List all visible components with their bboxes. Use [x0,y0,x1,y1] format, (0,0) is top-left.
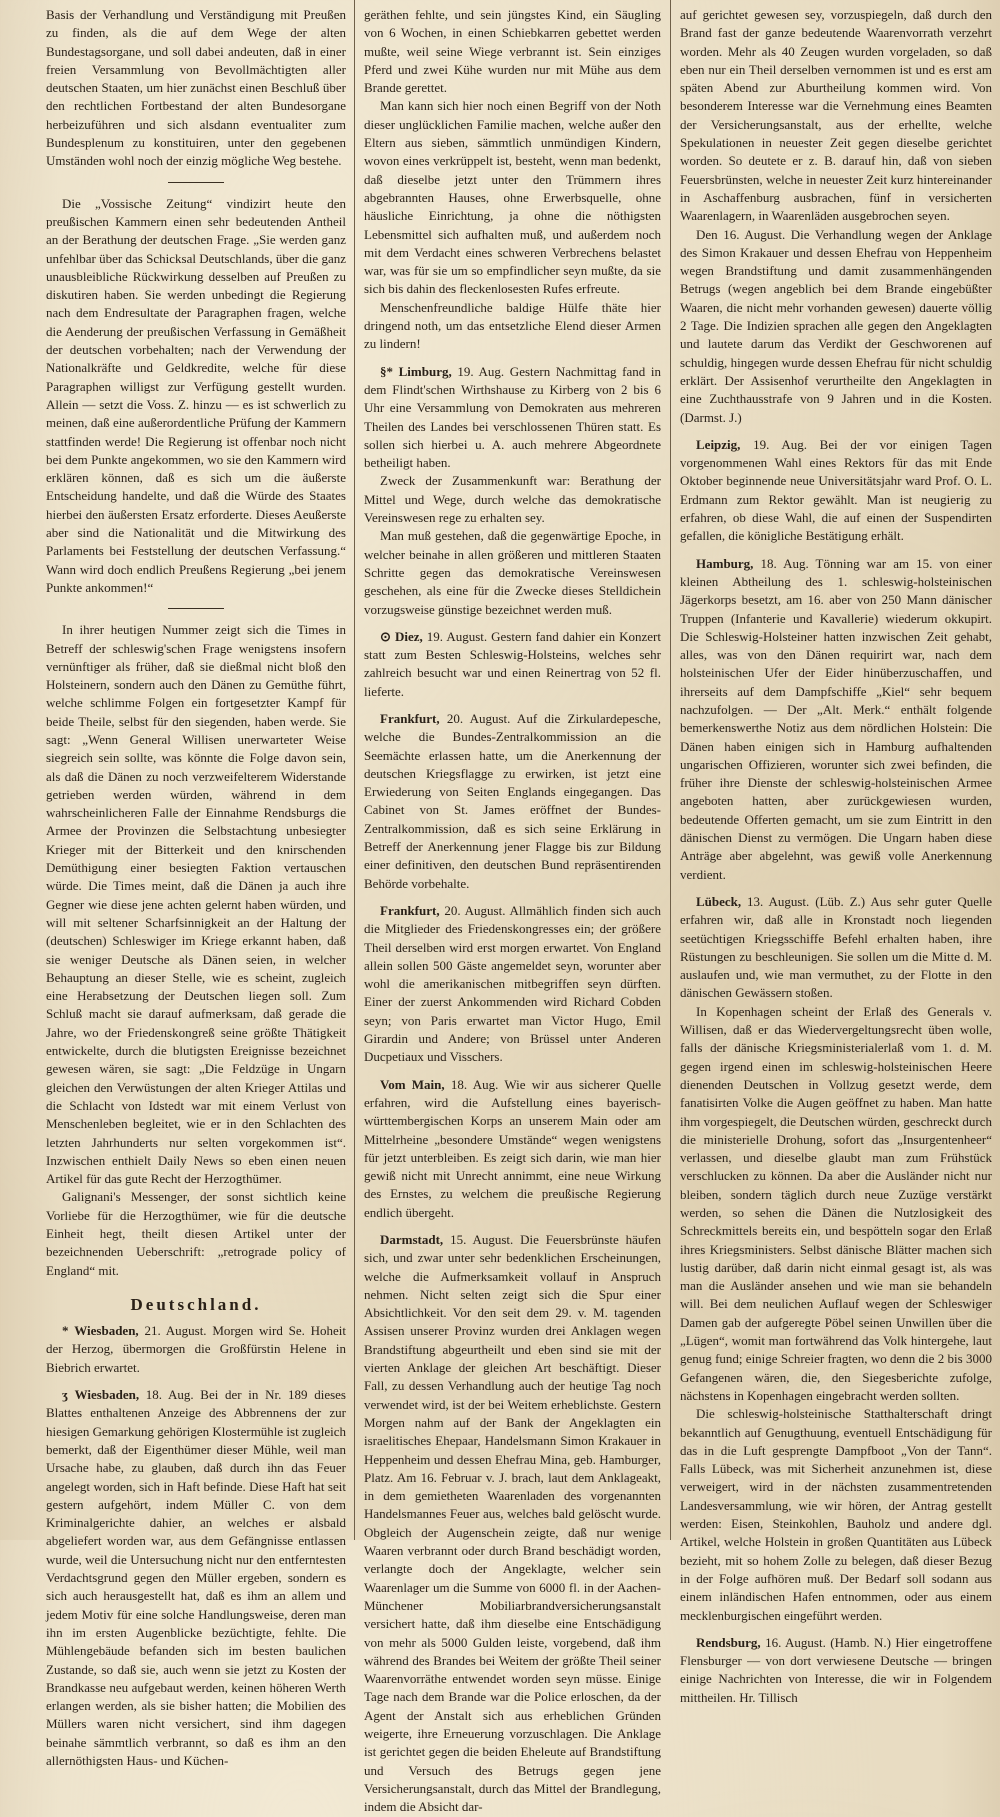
dateline: Vom Main, [380,1076,445,1092]
column-right [680,6,992,1705]
article [46,1322,346,1377]
separator-rule [168,608,224,609]
dateline: Wiesbaden, [74,1387,140,1403]
dateline: Leipzig, [696,436,741,452]
article-mark: ⊙ [380,628,391,644]
column-left [46,6,347,1769]
article [46,1386,346,1770]
article [680,893,992,1003]
dateline: Lübeck, [696,893,742,909]
paragraph: geräthen fehlte, und sein jüngstes Kind, ein Säugling von 6 Wochen, in einen Schiebkarren gebettet werden mußte, weil seine Wiege verbrannt ist. Sein einziges Pferd und zwei Kühe wurden nur mit Mühe aus dem Brande gerettet. [364,7,661,96]
article-text: 21. August. Morgen wird Se. Hoheit der Herzog, übermorgen die Großfürstin Helene in Biebrich erwartet. [46,1323,346,1375]
article [680,436,992,546]
article [680,555,992,884]
article-text: 18. Aug. Tönning war am 15. von einer kleinen Abtheilung des 1. schleswig-holsteinischen Jägerkorps besetzt, am 16. aber von 250 Mann dänischer Truppen (Infanterie und Kavallerie) wiederum okkupirt. Die Schleswig-Holsteiner hatten inzwischen Zeit gehabt, alles, was von den Dänen requirirt war, nach dem holsteinischen Ufer der Eider hinüberzuschaffen, und ihrerseits auf dem Dampfschiffe „Kiel“ sehr bequem nachzufolgen. — Der „Alt. Merk.“ enthält folgende bemerkenswerthe Notiz aus dem nördlichen Holstein: Die Dänen haben einigen sich in Hamburg aufhaltenden ungarischen Offizieren, worunter sich zwei befinden, die früher ihre Dienste der schleswig-holsteinischen Armee angeboten hatten, aber zurückgewiesen wurden, bedeutende Offerten gemacht, um sie zum Eintritt in den dänischen Dienst zu vermögen. Die Ungarn haben diese Anträge aber abgelehnt, was gewiß volle Anerkennung verdient. [680,555,992,882]
paragraph: Die „Vossische Zeitung“ vindizirt heute den preußischen Kammern einen sehr bedeutenden Antheil an der Berathung der deutschen Frage. „Sie werden ganz unfehlbar über das Schicksal Deutschlands, über die ganz unausbleibliche Rückwirkung desselben auf Preußen zu diskutiren haben. Sie werden unbedingt die Regierung nach dem Endresultate der Paragraphen fragen, welche die Aenderung der preußischen Verfassung in Gemäßheit der deutschen vorbehalten; nach der Verwendung der Nationalkräfte und Geldkredite, welche für diese Paragraphen willigst zur Verfügung gestellt wurden. Allein — setzt die Voss. Z. hinzu — es ist schwerlich zu meinen, daß eine außerordentliche Prüfung der Kammern stattfinden werde! Die Regierung ist offenbar noch nicht bei dem Punkte angekommen, wo sie den Kammern wird erklären können, daß es sich um die äußerste Entscheidung handelte, und daß die Würde des Staates hierbei den äußersten Ersatz erforderte. Dieses Aeußerste aber sind die Nationalität und die Mitwirkung des Parlaments bei Feststellung der deutschen Verfassung.“ Wann wird doch endlich Preußens Regierung „bei jenem Punkte ankommen!“ [46,195,346,595]
article [364,363,661,473]
paragraph: Zweck der Zusammenkunft war: Berathung der Mittel und Wege, durch welche das demokratische Vereinswesen rege zu erhalten sey. [364,473,661,526]
article-text: 19. August. Gestern fand dahier ein Konzert statt zum Besten Schleswig-Holsteins, welches sehr zahlreich besucht war und einen Reinertrag von 52 fl. lieferte. [364,628,661,699]
column-middle [364,6,661,1815]
article-text: 13. August. (Lüb. Z.) Aus sehr guter Quelle erfahren wir, daß alle in Kronstadt noch liegenden seetüchtigen Kriegsschiffe Befehl erhalten haben, ihre Rüstungen zu beschleunigen. Sie sollen um die Mitte d. M. auslaufen und, wie man vermuthet, zu der Flotte in den dänischen Gewässern stoßen. [680,893,992,1001]
paragraph: Man muß gestehen, daß die gegenwärtige Epoche, in welcher beinahe in allen größeren und mittleren Staaten Schritte gegen das demokratische Vereinswesen geschehen, als eine für die Zwecke dieses Stelldichein vorzugsweise günstige bezeichnet werden muß. [364,528,661,617]
article [364,628,661,701]
dateline: Hamburg, [696,555,754,571]
dateline: Limburg, [398,363,452,379]
dateline: Diez, [394,628,423,644]
article-text: 19. Aug. Gestern Nachmittag fand in dem Flindt'schen Wirthshause zu Kirberg von 2 bis 6 Uhr eine Versammlung von Demokraten aus mehreren Theilen des Landes bei verschlossenen Thüren statt. Es sollen sich hierbei u. A. auch mehrere Abgeordnete betheiligt haben. [364,363,661,471]
paragraph: Die schleswig-holsteinische Statthalterschaft dringt bekanntlich auf Genugthuung, eventuell Entschädigung für das in die Luft gesprengte Dampfboot „Von der Tann“. Falls Lübeck, was mit Sicherheit anzunehmen ist, diese verweigert, wird in der nächsten zusammentretenden Landesversammlung, wie wir hören, der Antrag gestellt werden: Eisen, Steinkohlen, Bauholz und andere dgl. Artikel, welche Holstein in großen Quantitäten aus Lübeck bezieht, mit so hohem Zolle zu belegen, daß dieser Bezug in der Folge aufhören muß. Der Bedarf soll sodann aus einem inländischen Hafen entnommen, oder aus einem mecklenburgischen eingeführt werden. [680,1406,992,1623]
article-text: 18. Aug. Bei der in Nr. 189 dieses Blattes enthaltenen Anzeige des Abbrennens der zur hiesigen Gemarkung gehörigen Klostermühle ist zugleich bemerkt, daß der Eigenthümer dieser Mühle, weil man Ursache habe, zu glauben, daß durch ihn das Feuer angelegt worden, sich in Haft befinde. Diese Haft hat seit gestern aufgehört, indem Müller C. von dem Kriminalgerichte dahier, an welches er alsbald abgeliefert worden war, aus dem Gefängnisse entlassen wurde, weil die Untersuchung nicht nur den entferntesten Verdachtsgrund gegen den Müller ergeben, sondern es sich auch herausgestellt hat, daß es ihm an allem und jedem Motiv für eine solche Handlungsweise, deren man ihn im ersten Augenblicke bezüchtigte, fehlte. Die Mühlengebäude befanden sich im besten baulichen Zustande, so daß sie, auch wenn sie jetzt zu Kosten der Brandkasse neu aufgebaut werden, keinen höheren Werth erlangen werden, als sie bisher hatten; die Mobilien des Müllers waren nicht versichert, sind ihm dagegen beinahe sämmtlich verbrannt, so daß es ihm an den allernöthigsten Haus- und Küchen- [46,1387,347,1769]
article-text: 20. August. Auf die Zirkulardepesche, welche die Bundes-Zentralkommission an die Seemächte erlassen hatte, um die Anerkennung der deutschen Kriegsflagge zu erwirken, ist jetzt eine Erwiederung von Seiten Englands eingegangen. Das Cabinet von St. James eröffnet der Bundes-Zentralkommission, daß es sich seine Erklärung in Betreff der Anerkennung jener Flagge bis zur Bildung einer definitiven, den deutschen Bund repräsentirenden Behörde vorbehalte. [364,710,661,891]
dateline: Wiesbaden, [74,1323,139,1339]
section-heading: Deutschland. [130,1294,262,1314]
article [364,902,661,1067]
paragraph: Man kann sich hier noch einen Begriff von der Noth dieser unglücklichen Familie machen, welche außer den Eltern aus sieben, sämmtlich unmündigen Kindern, wovon eines verkrüppelt ist, besteht, wenn man bedenkt, daß dieselbe jetzt unter den Trümmern ihres abgebrannten Hauses, ohne Erwerbsquelle, ohne häusliche Einrichtung, ja ohne die nöthigsten Lebensmittel sich aufhalten muß, und außerdem noch mit dem Verdacht eines schweren Verbrechens belastet war, was für sie um so empfindlicher seyn mußte, da sie sich bis dahin des fleckenlosesten Rufes erfreute. [364,98,661,297]
dateline: Frankfurt, [380,902,440,918]
article [364,1231,661,1817]
dateline: Frankfurt, [380,710,440,726]
paragraph: In ihrer heutigen Nummer zeigt sich die Times in Betreff der schleswig'schen Frage wenigstens insofern vernünftiger als früher, daß sie dießmal nicht bloß den Holsteinern, sondern auch den Dänen zu Gemüthe führt, welche schlimme Folgen ein fortgesetzter Kampf für beide Theile, selbst für den siegenden, haben werde. Sie sagt: „Wenn General Willisen unerwarteter Weise siegreich sein sollte, was könnte die Folge davon sein, als daß die Dänen zu noch verzweifelterem Widerstande getrieben werden würden, während in dem wahrscheinlicheren Falle der Einnahme Rendsburgs die Armee der Provinzen die Selbstachtung unbesiegter Krieger mit der Bitterkeit und den knirschenden Demüthigung einer besiegten Faktion vertauschen würde. Die Times meint, daß die Dänen ja auch ihre Gegner wie diese jene achten gelernt haben würden, und will mit seltener Scharfsinnigkeit an der Haltung der (deutschen) Schleswiger im Kriege erkannt haben, daß sie weniger Deutsche als Dänen seien, in welcher Behauptung an dieser Stelle, wie es scheint, zugleich eine Herabsetzung der Deutschen liegen soll. Zum Schluß macht sie darauf aufmerksam, daß gerade die Jahre, wo der Friedenskongreß seine größte Thätigkeit entwickelte, durch die blutigsten Ereignisse bezeichnet gewesen wären, sie sagt: „Die Feldzüge in Ungarn gleichen den Verwüstungen der alten Krieger Attilas und die Schlacht von Idstedt war mit einem Verlust von Menschenleben begleitet, wie er in den Schlachten des letzten Jahrhunderts nur selten vorgekommen ist“. Inzwischen enthielt Daily News so eben einen neuen Artikel für das gute Recht der Herzogthümer. [46,622,346,1187]
article [364,710,661,893]
article-text: 20. August. Allmählich finden sich auch die Mitglieder des Friedenskongresses ein; der größere Theil derselben wird erst morgen erwartet. Von England allein sollen 500 Gäste angemeldet seyn, worunter aber wohl die amerikanischen mitbegriffen seyn dürften. Einer der zuerst Ankommenden wird Richard Cobden seyn; von Paris erwartet man Victor Hugo, Emil Girardin und Andere; von Brüssel unter Anderen Ducpetiaux und Visschers. [364,902,661,1065]
article-text: 18. Aug. Wie wir aus sicherer Quelle erfahren, wird die Aufstellung eines bayerisch-württembergischen Korps an unserem Main oder am Mittelrheine „besondere Umstände“ wegen wenigstens für jetzt unterbleiben. Es zeigt sich darin, wie man hier gewiß nicht mit Unrecht annimmt, eine neue Wirkung des Ernstes, zu welchem die preußische Regierung endlich übergeht. [364,1076,661,1220]
paragraph: Den 16. August. Die Verhandlung wegen der Anklage des Simon Krakauer und dessen Ehefrau von Heppenheim wegen Brandstiftung und damit zusammenhängenden Betrugs (wegen angeblich bei dem Brande eingebüßter Waaren, die nicht mehr vorhanden gewesen) dauerte völlig 2 Tage. Die Indizien sprachen alle gegen den Angeklagten und lautete darum das Verdikt der Geschworenen auf schuldig, hingegen wurde dessen Ehefrau für nicht schuldig erklärt. Der Assisenhof verurtheilte den Angeklagten in eine Zuchthausstrafe von 9 Jahren und in die Kosten. (Darmst. J.) [680,226,992,425]
column-divider [354,0,355,1540]
article-mark: * [62,1323,69,1339]
article [680,1634,992,1707]
paragraph: In Kopenhagen scheint der Erlaß des Generals v. Willisen, daß er das Wiedervergeltungsrecht üben wolle, falls der dänische Kriegsministerialerlaß vom 1. d. M. gegen irgend einen im schleswig-holsteinischen Heere dienenden Deutschen in Vollzug gesetzt werde, dem fanatisirten Volke die Augen geöffnet zu haben. Man hatte ihm vorgespiegelt, die Deutschen würden, geschreckt durch die ministerielle Drohung, sofort das „Insurgentenheer“ verlassen, und dieselbe glaubt man zum Frühstück verschlucken zu können. Da aber die Ausländer nicht nur bleiben, sondern täglich durch neue Zuzüge verstärkt werden, so sehen die Dänen die Nutzlosigkeit des Schreckmittels bereits ein, und bespötteln sogar den Erlaß ihres Kriegsministers. Selbst dänische Blätter machen sich lustig darüber, daß darin nicht einmal gesagt ist, als was man die Ausländer ansehen und wie man sie behandeln will. Bei dem neulichen Auflauf wegen der Schleswiger Damen gab der aufgeregte Pöbel seinen Unwillen über die „Lügen“, womit man fortwährend das Volk hintergehe, laut genug fund; einige Schreier fragten, wo denn die 2 bis 3000 Gefangenen wären, die, den Siegesberichte zufolge, nächstens in Kopenhagen eingebracht werden sollten. [680,1003,992,1403]
article-mark: §* [380,363,393,379]
dateline: Rendsburg, [696,1634,761,1650]
paragraph: auf gerichtet gewesen sey, vorzuspiegeln, daß durch den Brand fast der ganze bedeutende Waarenvorrath verzehrt worden. Mehr als 40 Zeugen wurden vorgeladen, so daß eben nur ein Theil derselben vernommen ist und es erst am späten Abend zur Aburtheilung kommen wird. Von besonderem Interesse war die Vernehmung eines Beamten der Versicherungsanstalt, aus der erhellte, welche Spekulationen in neuester Zeit gegen dieselbe gerichtet worden. So deutete er z. B. darauf hin, daß von sieben Feuersbrünsten, welche in neuester Zeit kurz hintereinander in Aschaffenburg ausbrachen, fünf in versicherten Waarenlagern, in Waarenläden ausgebrochen seyen. [680,7,992,224]
article-text: 16. August. (Hamb. N.) Hier eingetroffene Flensburger — von dort verwiesene Deutsche — bringen einige Nachrichten von Interesse, die wir in Folgendem mittheilen. Hr. Tillisch [680,1634,992,1705]
paragraph: Galignani's Messenger, der sonst sichtlich keine Vorliebe für die Herzogthümer, wie für die deutsche Einheit hegt, theilt diesen Artikel unter der bezeichnenden Ueberschrift: „retrograde policy of England“ mit. [46,1189,346,1278]
paragraph: Basis der Verhandlung und Verständigung mit Preußen zu finden, als die auf dem Wege der alten Bundestagsorgane, und soll dabei andeuten, daß in einer freien Versammlung von Bevollmächtigten aller deutschen Staaten, um hier zunächst einen Beschluß über den rechtlichen Fortbestand der alten Bundesorgane herbeizuführen und sich alsdann eventualiter zum Bundesplenum zu konstituiren, unter den gegebenen Umständen wohl noch der einzig mögliche Weg bestehe. [46,7,346,169]
separator-rule [168,182,224,183]
dateline: Darmstadt, [380,1232,444,1247]
article-text: 15. August. Die Feuersbrünste häufen sich, und zwar unter sehr bedenklichen Erscheinungen, welche die Aufmerksamkeit vollauf in Anspruch nehmen. Nicht selten zeigt sich die Spur einer Absichtlichkeit. Vor den seit dem 29. v. M. tagenden Assisen unserer Provinz wurden drei Anklagen wegen Brandstiftung abgeurtheilt und eben sind sie mit der vierten Anklage der gleichen Art beschäftigt. Dieser Fall, zu dessen Verhandlung auch der heutige Tag noch verwendet wird, ist der bei Weitem erheblichste. Gestern Morgen nahm auf der Bank der Angeklagten ein israelitisches Ehepaar, Handelsmann Simon Krakauer in Heppenheim und dessen Ehefrau Mina, geb. Hamburger, Platz. Am 16. Februar v. J. brach, laut dem Anklageakt, in dem gemietheten Waarenladen des vorgenannten Handelsmannes Feuer aus, welches bald gelöscht wurde. Obgleich der Augenschein zeigte, daß nur wenige Waaren verbrannt oder durch Brand beschädigt worden, verlangte doch der Angeklagte, welcher sein Waarenlager um die Summe von 6000 fl. in der Aachen-Münchener Mobiliarbrandversicherungsanstalt versichert hatte, daß ihm dieselbe eine Entschädigung von mehr als 5000 Gulden leiste, vorgebend, daß ihm während des Brandes bei Weitem der größte Theil seiner Waarenvorräthe entwendet worden seyn müsse. Einige Tage nach dem Brande war die Police erloschen, da der Agent der Anstalt sich aus erheblichen Gründen weigerte, ihre Erneuerung vorzuschlagen. Die Anklage ist gerichtet gegen die beiden Eheleute auf Brandstiftung und Versuch des Betrugs gegen jene Versicherungsanstalt, durch das Mittel der Brandlegung, indem die Absicht dar- [364,1232,661,1815]
article-mark: ʒ [62,1387,68,1403]
paragraph: Menschenfreundliche baldige Hülfe thäte hier dringend noth, um das entsetzliche Elend dieser Armen zu lindern! [364,299,661,352]
column-divider [670,0,671,1540]
article [364,1076,661,1222]
article-text: 19. Aug. Bei der vor einigen Tagen vorgenommenen Wahl eines Rektors für das mit Ende Oktober beginnende neue Universitätsjahr ward Prof. O. L. Erdmann zum Rektor gewählt. Man ist neugierig zu erfahren, ob diese Wahl, die auf einen der Suspendirten gefallen, die königliche Bestätigung erhält. [680,436,992,544]
